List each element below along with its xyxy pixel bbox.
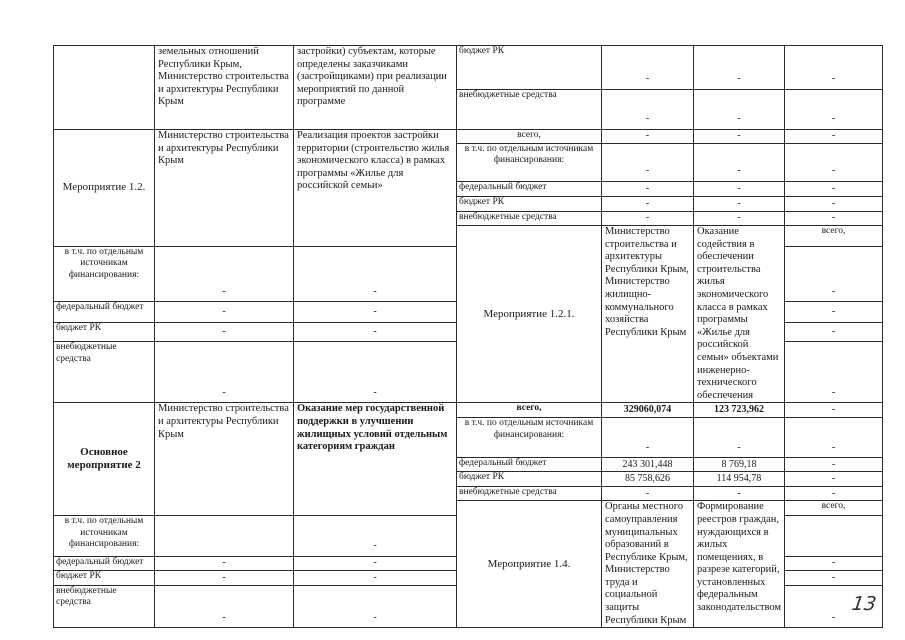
funding-source-cell: внебюджетные средства [457,212,602,226]
table-row [54,46,883,90]
description-cell: Оказание содействия в обеспечении строительства жилья экономического класса в рамках программы «Жилье для российской семьи» объектами инженерно-технического обеспечения [694,226,785,403]
activity-name-cell: Мероприятие 1.2. [54,130,155,247]
description-cell: застройки) субъектам, которые определены заказчиками (застройщиками) при реализации мероприятий по данной программе [294,46,457,130]
funding-source-cell: в т.ч. по отдельным источникам финансирования: [457,418,602,458]
value-cell-2: - [294,302,457,323]
value-cell-3: - [785,182,883,197]
value-cell-1: - [155,585,294,627]
value-cell-3: - [785,90,883,130]
value-cell-3 [785,516,883,556]
value-cell-3: - [785,458,883,472]
funding-source-cell: бюджет РК [457,46,602,90]
value-cell-3: - [785,585,883,627]
financing-table [53,45,883,628]
value-cell-1: - [602,144,694,182]
value-cell-2: 114 954,78 [694,472,785,487]
value-cell-1: - [602,130,694,144]
funding-source-cell: бюджет РК [457,197,602,212]
value-cell-3: - [785,342,883,403]
value-cell-1 [155,516,294,556]
value-cell-1: - [602,182,694,197]
table-body [54,46,883,628]
value-cell-3: - [785,197,883,212]
value-cell-2: - [694,182,785,197]
funding-source-cell: федеральный бюджет [54,302,155,323]
value-cell-3: - [785,472,883,487]
description-cell: Оказание мер государственной поддержки в улучшении жилищных условий отдельным категориям граждан [294,403,457,516]
value-cell-2: - [694,130,785,144]
value-cell-2: - [294,322,457,341]
value-cell-1: - [602,90,694,130]
executor-cell: Органы местного самоуправления муниципальных образований в Республике Крым, Министерство труда и социальной защиты Республики Крым [602,501,694,628]
value-cell-2: 8 769,18 [694,458,785,472]
value-cell-2: - [694,197,785,212]
funding-source-cell: в т.ч. по отдельным источникам финансирования: [457,144,602,182]
executor-cell: Министерство строительства и архитектуры Республики Крым [155,403,294,516]
value-cell-2: - [694,90,785,130]
value-cell-2: - [694,212,785,226]
value-cell-1: - [602,212,694,226]
activity-name-cell [54,46,155,130]
value-cell-2: - [694,418,785,458]
value-cell-3: - [785,246,883,301]
funding-source-cell: внебюджетные средства [54,342,155,403]
value-cell-3: - [785,418,883,458]
activity-name-cell: Мероприятие 1.4. [457,501,602,628]
value-cell-1: 329060,074 [602,403,694,418]
value-cell-2: - [294,246,457,301]
value-cell-1: - [602,418,694,458]
value-cell-1: - [602,197,694,212]
funding-source-cell: федеральный бюджет [54,556,155,570]
value-cell-3: - [785,487,883,501]
table-row [54,130,883,144]
value-cell-1: 243 301,448 [602,458,694,472]
value-cell-3: - [785,322,883,341]
funding-source-cell: внебюджетные средства [457,487,602,501]
description-cell: Реализация проектов застройки территории (строительство жилья экономического класса) в рамках программы «Жилье для российской семьи» [294,130,457,247]
value-cell-3: - [785,46,883,90]
activity-name-cell: Мероприятие 1.2.1. [457,226,602,403]
value-cell-3: - [785,130,883,144]
value-cell-2: - [294,585,457,627]
value-cell-2: - [694,144,785,182]
description-cell: Формирование реестров граждан, нуждающихся в жилых помещениях, в разрезе категорий, установленных федеральным законодательством [694,501,785,628]
value-cell-2: - [294,556,457,570]
value-cell-1: - [155,342,294,403]
value-cell-2: - [694,46,785,90]
funding-source-cell: бюджет РК [54,570,155,585]
value-cell-1: - [155,246,294,301]
value-cell-1: - [155,556,294,570]
funding-source-cell: всего, [457,130,602,144]
funding-source-cell: всего, [785,501,883,516]
funding-source-cell: в т.ч. по отдельным источникам финансирования: [54,516,155,556]
value-cell-3: - [785,403,883,418]
value-cell-3: - [785,570,883,585]
value-cell-3: - [785,144,883,182]
table-row [54,403,883,418]
funding-source-cell: всего, [785,226,883,247]
value-cell-2: - [294,342,457,403]
funding-source-cell: бюджет РК [457,472,602,487]
funding-source-cell: федеральный бюджет [457,458,602,472]
funding-source-cell: федеральный бюджет [457,182,602,197]
value-cell-3: - [785,556,883,570]
value-cell-1: - [602,46,694,90]
value-cell-2: 123 723,962 [694,403,785,418]
funding-source-cell: внебюджетные средства [457,90,602,130]
value-cell-2: - [694,487,785,501]
value-cell-3: - [785,212,883,226]
funding-source-cell: бюджет РК [54,322,155,341]
value-cell-1: - [155,322,294,341]
value-cell-2: - [294,516,457,556]
value-cell-3: - [785,302,883,323]
page-number: 13 [850,593,878,615]
value-cell-1: 85 758,626 [602,472,694,487]
executor-cell: земельных отношений Республики Крым, Министерство строительства и архитектуры Республики Крым [155,46,294,130]
value-cell-1: - [602,487,694,501]
executor-cell: Министерство строительства и архитектуры Республики Крым, Министерство жилищно-коммунального хозяйства Республики Крым [602,226,694,403]
executor-cell: Министерство строительства и архитектуры Республики Крым [155,130,294,247]
value-cell-1: - [155,302,294,323]
funding-source-cell: всего, [457,403,602,418]
value-cell-2: - [294,570,457,585]
activity-name-cell: Основное мероприятие 2 [54,403,155,516]
funding-source-cell: внебюджетные средства [54,585,155,627]
funding-source-cell: в т.ч. по отдельным источникам финансирования: [54,246,155,301]
value-cell-1: - [155,570,294,585]
